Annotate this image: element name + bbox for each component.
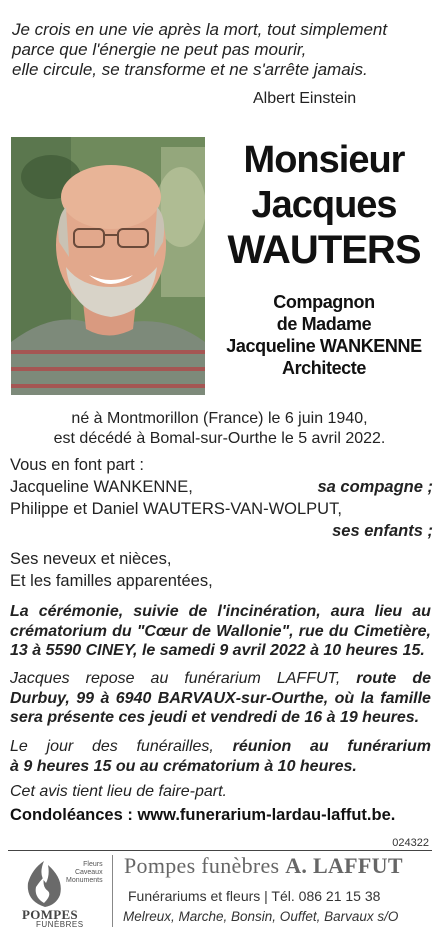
word: la <box>360 689 374 707</box>
word: des <box>91 738 118 755</box>
ceremony-line <box>10 641 431 661</box>
funerarium-line <box>10 708 431 728</box>
relation-line: de Madame <box>276 314 372 334</box>
ceremony-line <box>10 622 431 642</box>
word: "Cœur <box>136 622 188 640</box>
word: du <box>328 622 349 640</box>
word: funérarium <box>184 670 261 687</box>
word: cérémonie, <box>38 603 124 620</box>
word: 6940 <box>115 689 152 707</box>
word: Jacques <box>10 670 70 687</box>
funerarium-line <box>10 689 431 709</box>
meeting-line <box>10 757 431 777</box>
funerarium-line <box>10 669 431 689</box>
name-title: Monsieur <box>243 139 405 181</box>
word: où <box>334 689 355 707</box>
divider <box>112 855 113 927</box>
word: au <box>310 738 329 755</box>
meeting-paragraph <box>10 737 431 776</box>
quote-line: parce que l'énergie ne peut pas mourir, <box>12 40 307 59</box>
word: suivie <box>133 603 179 620</box>
word: du <box>112 622 132 640</box>
logo-tags <box>66 861 103 885</box>
member-name: Philippe et Daniel WAUTERS-VAN-WOLPUT, <box>10 500 342 518</box>
ceremony-paragraph <box>10 602 431 661</box>
condolences-link[interactable]: Condoléances : www.funerarium-lardau-laffut.be. <box>10 806 396 824</box>
first-name: Jacques <box>251 184 397 226</box>
word: funérarium <box>347 738 431 755</box>
word: rue <box>298 622 324 640</box>
quote-author: Albert Einstein <box>253 90 357 107</box>
word: l'incinération, <box>217 603 321 620</box>
word: LAFFUT, <box>276 670 341 687</box>
ceremony-date: 13 à 5590 CINEY, le samedi 9 avril 2022 à 10 heures 15. <box>10 642 425 659</box>
word: lieu <box>374 603 403 620</box>
word: au <box>412 603 431 620</box>
funerarium-paragraph <box>10 669 431 728</box>
word: de <box>188 603 208 620</box>
logo-tag: Fleurs <box>83 861 103 868</box>
word: route <box>356 670 397 687</box>
reference-number: 024322 <box>392 837 429 849</box>
relation-line: Jacqueline WANKENNE <box>226 336 422 356</box>
company-logo <box>16 857 108 929</box>
logo-sub: FUNÈBRES <box>36 920 84 929</box>
word: de <box>192 622 211 640</box>
word: Durbuy, <box>10 689 70 707</box>
word: Cimetière, <box>353 622 431 640</box>
quote-line: elle circule, se transforme et ne s'arrête jamais. <box>12 60 368 79</box>
family-member <box>10 476 433 498</box>
word: de <box>412 670 431 687</box>
family-other: Ses neveux et nièces, <box>10 550 172 568</box>
word: jour <box>46 738 74 755</box>
company-owner: A. LAFFUT <box>285 853 403 878</box>
word: 99 <box>76 689 95 707</box>
word: crématorium <box>10 622 107 640</box>
word: La <box>10 603 29 620</box>
profession: Architecte <box>281 358 367 378</box>
last-name: WAUTERS <box>227 228 421 272</box>
notice <box>10 782 431 802</box>
word: repose <box>85 670 135 687</box>
company-prefix: Pompes funèbres <box>124 853 280 878</box>
birth-death-info <box>0 409 439 449</box>
death-line: est décédé à Bomal-sur-Ourthe le 5 avril 2022. <box>53 430 386 447</box>
quote <box>12 20 432 80</box>
company-services: Funérariums et fleurs | Tél. 086 21 15 38 <box>128 888 381 904</box>
visiting-hours: sera présente ces jeudi et vendredi de 16 à 19 heures. <box>10 709 420 726</box>
birth-line: né à Montmorillon (France) le 6 juin 1940, <box>71 410 368 427</box>
relation-line: Compagnon <box>273 292 375 312</box>
word: au <box>150 670 169 687</box>
logo-tag: Caveaux <box>74 869 103 876</box>
family-intro: Vous en font part : <box>10 456 144 474</box>
footer-ad <box>8 850 432 930</box>
word: BARVAUX-sur-Ourthe, <box>157 689 329 707</box>
word: famille <box>380 689 431 707</box>
family-other: Et les familles apparentées, <box>10 572 213 590</box>
company-name <box>124 853 403 879</box>
meeting-line <box>10 737 431 757</box>
member-name: Jacqueline WANKENNE, <box>10 478 193 496</box>
logo-tag: Monuments <box>66 877 103 884</box>
deceased-name <box>214 138 434 273</box>
member-role: ses enfants ; <box>332 522 433 540</box>
member-role: sa compagne ; <box>317 478 433 496</box>
logo-name: POMPES <box>22 907 78 922</box>
word: réunion <box>232 738 292 755</box>
company-locations: Melreux, Marche, Bonsin, Ouffet, Barvaux s/O <box>123 909 399 924</box>
portrait-photo <box>11 137 205 395</box>
word: à <box>100 689 110 707</box>
word: Le <box>10 738 28 755</box>
meeting-times: à 9 heures 15 ou au crématorium à 10 heures. <box>10 757 357 775</box>
family-section <box>10 454 433 592</box>
word: aura <box>330 603 365 620</box>
relation-block <box>214 291 434 379</box>
quote-line: Je crois en une vie après la mort, tout simplement <box>12 20 388 39</box>
notice-text: Cet avis tient lieu de faire-part. <box>10 783 227 800</box>
flame-logo-icon <box>20 857 70 909</box>
word: funérailles, <box>136 738 214 755</box>
word: Wallonie", <box>216 622 294 640</box>
ceremony-line <box>10 602 431 622</box>
